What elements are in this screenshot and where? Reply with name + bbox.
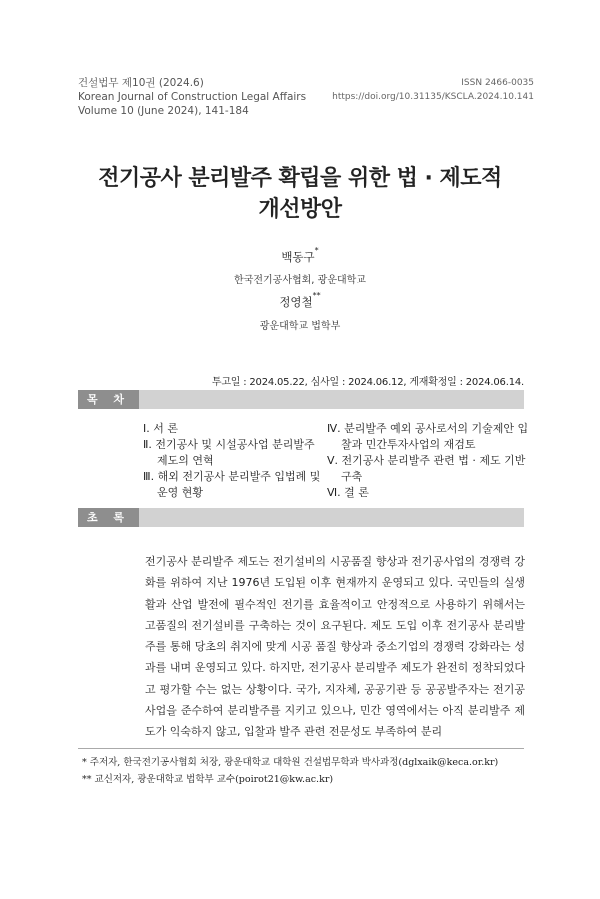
author-1 <box>0 246 600 265</box>
issn: ISSN 2466-0035 <box>461 78 534 88</box>
author-mark: ** <box>312 291 321 300</box>
toc-bar <box>78 390 524 409</box>
title-line-1: 전기공사 분리발주 확립을 위한 법 · 제도적 <box>98 166 502 191</box>
author-2 <box>0 291 600 310</box>
paper-title <box>0 163 600 225</box>
journal-name-en: Korean Journal of Construction Legal Affairs <box>78 91 307 103</box>
toc-item: Ⅲ. 해외 전기공사 분리발주 입법례 및 운영 현황 <box>143 470 321 499</box>
toc-column-right <box>327 421 532 501</box>
author-mark: * <box>314 246 319 255</box>
identifier-header <box>332 76 534 104</box>
title-line-2: 개선방안 <box>258 197 342 222</box>
abstract-heading: 초 록 <box>78 508 139 527</box>
journal-volume: Volume 10 (June 2024), 141-184 <box>78 105 249 117</box>
footnote-2: ** 교신저자, 광운대학교 법학부 교수(poirot21@kw.ac.kr) <box>82 774 334 785</box>
journal-header <box>78 76 306 118</box>
footnote-divider <box>78 748 524 749</box>
journal-issue: 건설법무 제10권 (2024.6) <box>78 77 204 89</box>
submission-dates: 투고일 : 2024.05.22, 심사일 : 2024.06.12, 게재확정일 : 2024.06.14. <box>211 377 524 388</box>
toc-item: Ⅴ. 전기공사 분리발주 관련 법 · 제도 기반 구축 <box>327 454 526 483</box>
abstract-text: 전기공사 분리발주 제도는 전기설비의 시공품질 향상과 전기공사업의 경쟁력 강화를 위하여 지난 1976년 도입된 이후 현재까지 운영되고 있다. 국민들의 실생활과 산업 발전에 필수적인 전기를 효율적이고 안정적으로 사용하기 위해서는 고품질의 전기설비를 구축하는 것이 요구된다. 제도 도입 이후 전기공사 분리발주를 통해 당초의 취지에 맞게 시공 품질 향상과 중소기업의 경쟁력 강화라는 성과를 내며 운영되고 있다. 하지만, 전기공사 분리발주 제도가 완전히 정착되었다고 평가할 수는 없는 상황이다. 국가, 지자체, 공공기관 등 공공발주자는 전기공사업을 준수하여 분리발주를 지키고 있으나, 민간 영역에서는 아직 분리발주 제도가 익숙하지 않고, 입찰과 발주 관련 전문성도 부족하여 분리 <box>145 555 525 739</box>
toc-item: Ⅱ. 전기공사 및 시설공사업 분리발주 제도의 연혁 <box>143 438 315 467</box>
footnotes <box>82 754 498 788</box>
toc-item: Ⅰ. 서 론 <box>143 422 178 435</box>
author-name: 백동구 <box>281 250 315 264</box>
abstract-bar <box>78 508 524 527</box>
doi-link[interactable]: https://doi.org/10.31135/KSCLA.2024.10.141 <box>332 92 534 102</box>
affiliation-1: 한국전기공사협회, 광운대학교 <box>234 275 366 286</box>
toc-item: Ⅵ. 결 론 <box>327 486 369 499</box>
toc-column-left <box>143 421 323 501</box>
author-name: 정영철 <box>279 295 313 309</box>
affiliation-2: 광운대학교 법학부 <box>259 321 341 332</box>
footnote-1: * 주저자, 한국전기공사협회 처장, 광운대학교 대학원 건설법무학과 박사과정(dglxaik@keca.or.kr) <box>82 757 499 768</box>
toc-item: Ⅳ. 분리발주 예외 공사로서의 기술제안 입찰과 민간투자사업의 재검토 <box>327 422 529 451</box>
toc-heading: 목 차 <box>78 390 139 409</box>
